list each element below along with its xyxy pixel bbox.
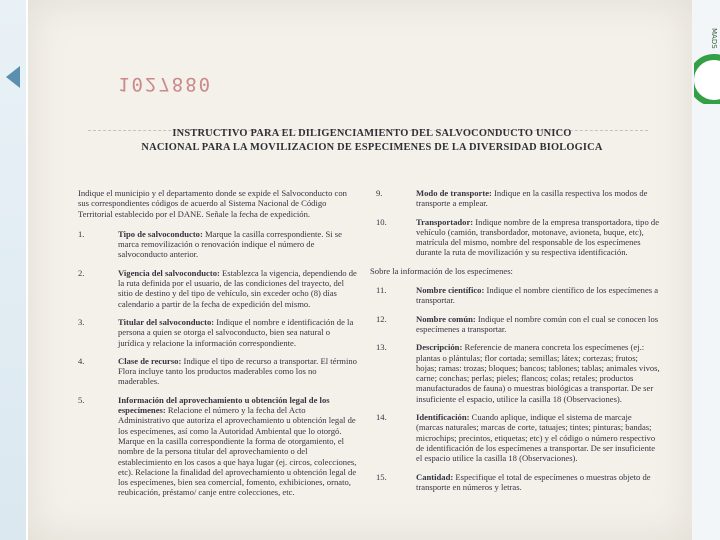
- logo-ring-icon: [694, 54, 720, 104]
- item-label: Nombre común:: [416, 313, 476, 324]
- item-label: Cantidad:: [416, 471, 454, 482]
- item-body: [416, 285, 660, 306]
- logo-letters: MADS: [710, 28, 718, 49]
- species-info-heading: Sobre la información de los especímenes:: [370, 265, 513, 276]
- item-number: 14.: [376, 412, 387, 423]
- item-text: Relacione el número y la fecha del Acto Administrativo que autoriza el aprovechamiento u obtención legal de los especímenes, así como la Autoridad Ambiental que lo otorgó. Marque en la casilla correspondiente la forma de otorgamiento, el nombre de la persona titular del aprovechamiento o del establecimiento en los casos a que haya lugar (ej. circos, colecciones, etc). Relacione la finalidad del aprovechamiento u obtención legal de los especímenes, bien sea comercial, fomento, exhibiciones, ornato, reubicación, préstamo/ canje entre colecciones, etc.: [118, 405, 357, 498]
- instruction-item: [370, 472, 660, 493]
- serial-number: 1027880: [118, 73, 213, 95]
- back-arrow-icon: [6, 66, 20, 88]
- right-item-list-a: [370, 188, 660, 258]
- item-number: 11.: [376, 285, 387, 296]
- instruction-item: [72, 356, 357, 387]
- item-number: 15.: [376, 471, 387, 482]
- instruction-item: [370, 188, 660, 209]
- item-label: Tipo de salvoconducto:: [118, 228, 203, 239]
- instruction-item: [72, 268, 357, 309]
- item-text: Cuando aplique, indique el sistema de marcaje (marcas naturales; marcas de corte, tatuajes; tintes; pinturas; bandas; microchips; precintos, etiquetas; etc) y el código o número respectivo de identificación de los especímenes a transportar. De ser insuficiente el espacio utilice la casilla 18 (Observaciones).: [416, 412, 656, 464]
- right-decorative-bar: [692, 0, 720, 540]
- scanned-document: [28, 0, 692, 540]
- left-decorative-bar: [0, 0, 26, 540]
- item-body: [118, 268, 357, 309]
- item-body: [416, 342, 660, 404]
- instruction-item: [370, 314, 660, 335]
- item-label: Transportador:: [416, 216, 474, 227]
- item-text: Establezca la vigencia, dependiendo de la ruta definida por el usuario, de las condiciones del trayecto, del sitio de destino y del tipo de vehículo, sin exceder ocho (8) días calendario a partir de la fecha de expedición del mismo.: [118, 267, 357, 309]
- item-text: Indique nombre de la empresa transportadora, tipo de vehículo (camión, transbordador, motonave, avioneta, buque, etc), matrícula del mismo, nombre del responsable de los especímenes durante la ruta de movilización y su respectiva identificación.: [416, 216, 660, 258]
- item-text: Indique en la casilla respectiva los modos de transporte a emplear.: [416, 188, 648, 209]
- bleed-through-text: [58, 4, 658, 44]
- instruction-item: [370, 217, 660, 258]
- item-body: [118, 356, 357, 387]
- right-item-list-b: [370, 285, 660, 492]
- item-number: 3.: [78, 316, 85, 327]
- item-number: 2.: [78, 267, 85, 278]
- intro-paragraph: Indique el municipio y el departamento donde se expide el Salvoconducto con sus correspondientes códigos de acuerdo al Sistema Nacional de Código Territorial establecido por el DANE. Señale la fecha de expedición.: [78, 188, 347, 219]
- item-body: [416, 217, 660, 258]
- item-text: Especifique el total de especímenes o muestras objeto de transporte en números y letras.: [416, 471, 651, 492]
- item-label: Clase de recurso:: [118, 355, 182, 366]
- item-body: [416, 188, 660, 209]
- right-column: [370, 188, 660, 500]
- item-label: Vigencia del salvoconducto:: [118, 267, 220, 278]
- instruction-item: [72, 229, 357, 260]
- instruction-item: [72, 395, 357, 498]
- item-number: 9.: [376, 188, 383, 198]
- ministry-logo: [694, 24, 720, 104]
- instruction-item: [370, 412, 660, 463]
- instruction-item: [370, 342, 660, 404]
- item-body: [416, 412, 660, 463]
- item-text: Indique el tipo de recurso a transportar. El término Flora incluye tanto los productos maderables como los no maderables.: [118, 355, 357, 387]
- item-number: 12.: [376, 313, 387, 324]
- item-label: Modo de transporte:: [416, 188, 492, 198]
- item-body: [416, 472, 660, 493]
- item-number: 10.: [376, 216, 387, 227]
- item-number: 1.: [78, 228, 85, 239]
- item-label: Titular del salvoconducto:: [118, 316, 215, 327]
- item-number: 13.: [376, 342, 387, 353]
- item-text: Marque la casilla correspondiente. Si se marca removilización o renovación indique el número de salvoconducto anterior.: [118, 228, 342, 260]
- item-label: Nombre científico:: [416, 285, 485, 296]
- item-body: [118, 395, 357, 498]
- document-title: [112, 127, 632, 155]
- title-line-1: INSTRUCTIVO PARA EL DILIGENCIAMIENTO DEL SALVOCONDUCTO UNICO: [172, 128, 572, 139]
- item-number: 5.: [78, 394, 85, 405]
- item-body: [118, 229, 357, 260]
- instruction-item: [370, 285, 660, 306]
- left-item-list: [72, 229, 357, 498]
- item-label: Información del aprovechamiento u obtención legal de los especímenes:: [118, 394, 330, 416]
- item-body: [416, 314, 660, 335]
- left-column: [72, 188, 357, 506]
- item-text: Indique el nombre e identificación de la persona a quien se otorga el salvoconducto, bien sea natural o jurídica y relacione la información correspondiente.: [118, 316, 354, 348]
- item-text: Indique el nombre común con el cual se conocen los especímenes a transportar.: [416, 313, 659, 334]
- item-label: Descripción:: [416, 342, 463, 353]
- title-line-2: NACIONAL PARA LA MOVILIZACION DE ESPECIMENES DE LA DIVERSIDAD BIOLOGICA: [141, 142, 603, 153]
- item-label: Identificación:: [416, 412, 470, 423]
- item-body: [118, 317, 357, 348]
- item-number: 4.: [78, 355, 85, 366]
- item-text: Indique el nombre científico de los especímenes a transportar.: [416, 285, 659, 306]
- instruction-item: [72, 317, 357, 348]
- item-text: Referencie de manera concreta los especímenes (ej.: plantas o plántulas; flor cortada; semillas; látex; cortezas; frutos; hojas; ramas: trozas; bloques; bancos; tablones; tablas; animales vivos, carne; conchas; perlas; pieles; flancos; colas; retales; productos manufacturados de fauna) o muestras biológicas a transportar. De ser insuficiente el espacio, utilice la casilla 18 (Observaciones).: [416, 342, 660, 404]
